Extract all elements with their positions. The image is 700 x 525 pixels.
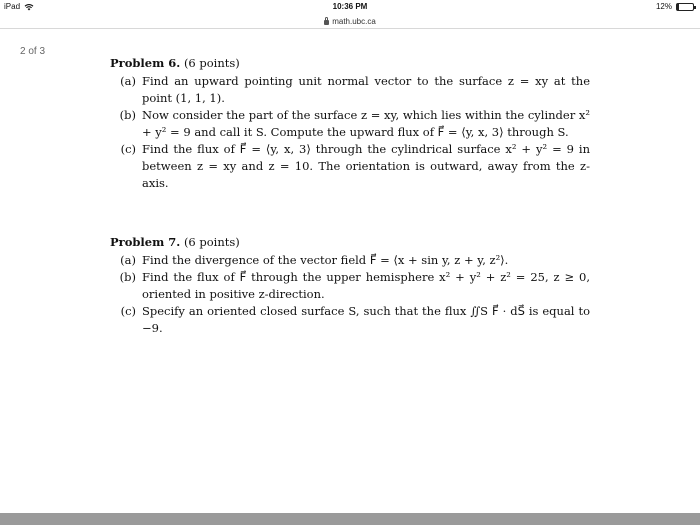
part-text: Find an upward pointing unit normal vector to the surface z = xy at the point (1, 1, 1). [142, 74, 590, 105]
device-name: iPad [4, 2, 21, 11]
battery-percent: 12% [655, 2, 672, 11]
bottom-toolbar [0, 513, 700, 525]
spacer [110, 192, 590, 234]
problem-part [110, 303, 590, 337]
problem-part [110, 73, 590, 107]
problem-points: (6 points) [183, 56, 240, 70]
problem-part [110, 141, 590, 192]
status-bar [0, 0, 700, 14]
status-right [656, 2, 694, 11]
part-label: (b) [119, 270, 136, 284]
problem-part [110, 252, 590, 269]
problem-part [110, 269, 590, 303]
part-text: Now consider the part of the surface z = xy, which lies within the cylinder x² + y² = 9 and call it S. Compute the upward flux of F⃗ = ⟨y, x, 3⟩ through S. [142, 108, 590, 139]
part-text: Find the flux of F⃗ through the upper hemisphere x² + y² + z² = 25, z ≥ 0, oriented in positive z-direction. [142, 270, 590, 301]
problem-part [110, 107, 590, 141]
problem-heading [110, 234, 590, 251]
problem-title: Problem 7. [110, 235, 181, 249]
part-text: Find the divergence of the vector field F⃗ = ⟨x + sin y, z + y, z²⟩. [142, 253, 509, 267]
problem-points: (6 points) [183, 235, 240, 249]
part-label: (a) [120, 253, 136, 267]
page-indicator: 2 of 3 [20, 46, 46, 57]
status-time: 10:36 PM [332, 2, 368, 11]
problem-7 [110, 234, 590, 337]
problem-title: Problem 6. [110, 56, 181, 70]
part-label: (c) [120, 142, 136, 156]
part-label: (b) [119, 108, 136, 122]
battery-level [677, 4, 679, 10]
url-bar[interactable] [0, 14, 700, 28]
document-viewer[interactable] [0, 28, 700, 525]
url-text: math.ubc.ca [332, 16, 376, 26]
problem-heading [110, 55, 590, 72]
problem-6 [110, 55, 590, 192]
part-label: (a) [120, 74, 136, 88]
lock-icon [324, 20, 329, 25]
part-text: Find the flux of F⃗ = ⟨y, x, 3⟩ through the cylindrical surface x² + y² = 9 in between z = xy and z = 10. The orientation is outward, away from the z-axis. [142, 142, 590, 190]
document-content [110, 55, 590, 337]
part-text: Specify an oriented closed surface S, such that the flux ∬S F⃗ · dS⃗ is equal to −9. [142, 304, 590, 335]
battery-icon [676, 3, 694, 11]
part-label: (c) [120, 304, 136, 318]
